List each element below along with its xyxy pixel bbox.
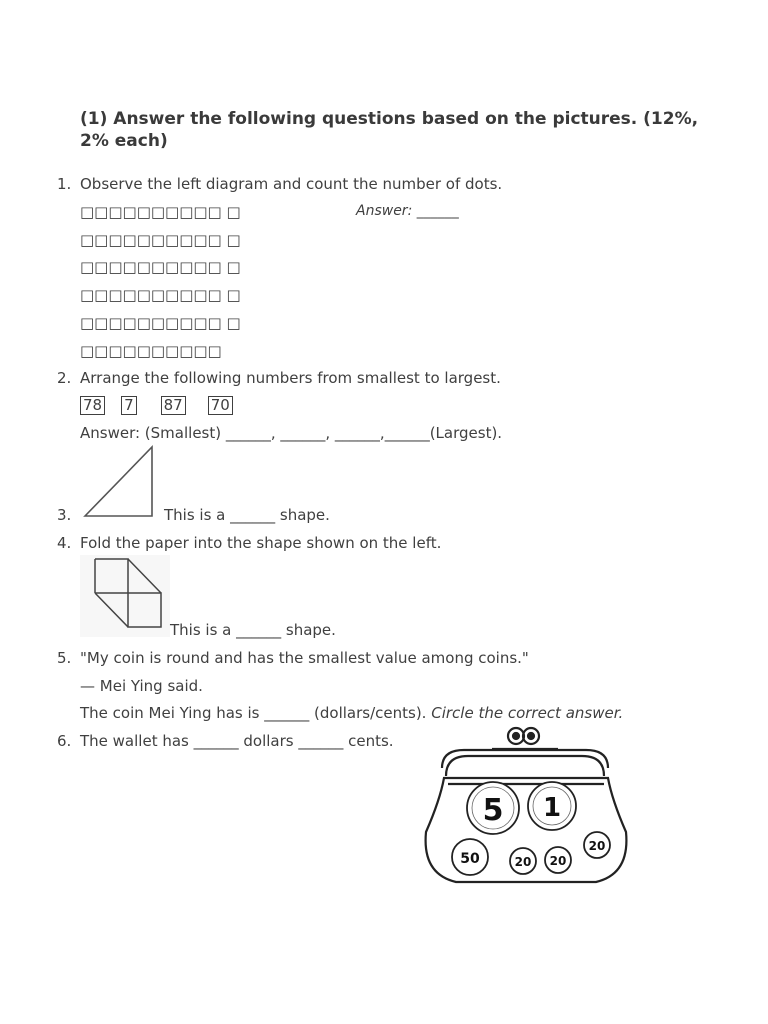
q3-text: This is a ______ shape. (164, 506, 330, 524)
q1-answer: Answer: ______ (356, 203, 459, 219)
coin-label: 20 (549, 854, 567, 868)
q4-number: 4. (57, 534, 72, 552)
q5-hint: Circle the correct answer. (431, 704, 624, 722)
coin-label: 50 (460, 851, 480, 867)
q5-answer: The coin Mei Ying has is ______ (dollars/cents). (80, 704, 432, 722)
coin-label: 20 (514, 855, 532, 869)
coin-label: 5 (482, 793, 504, 828)
q6-number: 6. (57, 732, 72, 750)
dot-row-5: □□□□□□□□□□ □ (80, 314, 241, 332)
q2-text: Arrange the following numbers from smallest to largest. (80, 369, 501, 387)
number-box: 78 (80, 396, 105, 415)
dot-row-2: □□□□□□□□□□ □ (80, 231, 241, 249)
dot-row-1: □□□□□□□□□□ □ (80, 203, 241, 221)
q4-answer: This is a ______ shape. (170, 621, 336, 639)
number-box: 7 (121, 396, 137, 415)
coin-label: 20 (588, 839, 606, 853)
dot-row-4: □□□□□□□□□□ □ (80, 286, 241, 304)
q3-number: 3. (57, 506, 72, 524)
number-box: 87 (161, 396, 186, 415)
triangle-figure (80, 443, 156, 521)
dot-row-3: □□□□□□□□□□ □ (80, 258, 241, 276)
number-boxes (80, 396, 249, 415)
q2-answer: Answer: (Smallest) ______, ______, ______,______(Largest). (80, 424, 503, 442)
section-title: (1) Answer the following questions based on the pictures. (12%, 2% each) (80, 109, 699, 151)
q1-text: Observe the left diagram and count the number of dots. (80, 175, 503, 193)
q4-text: Fold the paper into the shape shown on the left. (80, 534, 442, 552)
q6-text: The wallet has ______ dollars ______ cents. (80, 732, 394, 750)
q2-number: 2. (57, 369, 72, 387)
q5-quote: "My coin is round and has the smallest value among coins." (80, 649, 529, 667)
q5-speaker: — Mei Ying said. (80, 677, 203, 695)
q5-answer-line (80, 704, 623, 722)
q1-number: 1. (57, 175, 72, 193)
folded-paper-figure (80, 555, 170, 637)
dot-row-6: □□□□□□□□□□ (80, 342, 222, 360)
coin-purse-figure (420, 724, 632, 888)
coin-label: 1 (542, 793, 562, 823)
q5-number: 5. (57, 649, 72, 667)
number-box: 70 (208, 396, 233, 415)
